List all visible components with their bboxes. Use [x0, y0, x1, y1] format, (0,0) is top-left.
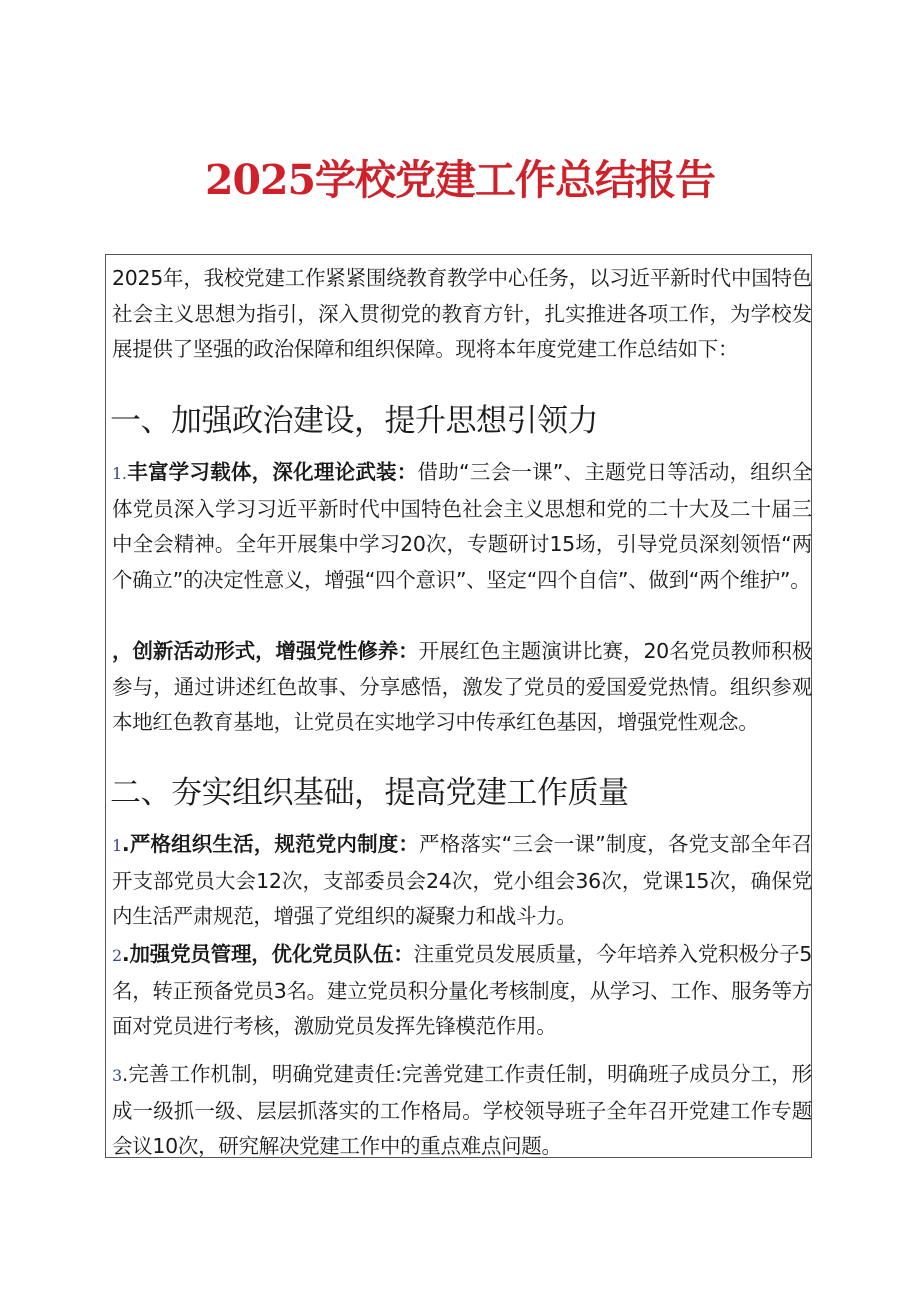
- item-lead: 创新活动形式，增强党性修养：: [132, 639, 419, 663]
- item-number: 1: [112, 836, 122, 855]
- item-lead: 丰富学习载体，深化理论武装：: [126, 460, 418, 484]
- item-body: 注重党员发展质量，今年培养入党积极分子5名，转正预备党员3名。建立党员积分量化考核制度，从学习、工作、服务等方面对党员进行考核，激励党员发挥先锋模范作用。: [112, 942, 812, 1038]
- content-box: [105, 254, 812, 1158]
- section-2-item-3: [112, 1057, 812, 1165]
- item-number: 2: [112, 946, 122, 965]
- section-2-item-2: [112, 937, 812, 1045]
- item-body: 借助“三会一课”、主题党日等活动，组织全体党员深入学习习近平新时代中国特色社会主义思想和党的二十大及二十届三中全会精神。全年开展集中学习20次，专题研讨15场，引导党员深刻领悟“两个确立”的决定性意义，增强“四个意识”、坚定“四个自信”、做到“两个维护”。: [112, 460, 812, 592]
- section-1-item-2: [112, 634, 812, 741]
- item-number: 3: [112, 1066, 122, 1085]
- item-number: ，: [112, 639, 133, 663]
- item-lead: .完善工作机制，明确党建责任:: [121, 1062, 402, 1086]
- section-heading-1: 一、加强政治建设，提升思想引领力: [110, 403, 598, 439]
- intro-paragraph: 2025年，我校党建工作紧紧围绕教育教学中心任务，以习近平新时代中国特色社会主义思想为指引，深入贯彻党的教育方针，扎实推进各项工作，为学校发展提供了坚强的政治保障和组织保障。现将本年度党建工作总结如下：: [112, 266, 812, 361]
- section-2-item-1: [112, 827, 812, 935]
- section-1-item-1: [112, 455, 812, 598]
- item-body: 完善党建工作责任制，明确班子成员分工，形成一级抓一级、层层抓落实的工作格局。学校领导班子全年召开党建工作专题会议10次，研究解决党建工作中的重点难点问题。: [112, 1062, 812, 1158]
- document-title: 2025学校党建工作总结报告: [204, 156, 716, 204]
- section-heading-2: 二、夯实组织基础，提高党建工作质量: [110, 775, 629, 811]
- item-number: 1.: [112, 464, 127, 483]
- item-body: 严格落实“三会一课”制度，各党支部全年召开支部党员大会12次，支部委员会24次，党小组会36次，党课15次，确保党内生活严肃规范，增强了党组织的凝聚力和战斗力。: [112, 832, 812, 928]
- item-body: 开展红色主题演讲比赛，20名党员教师积极参与，通过讲述红色故事、分享感悟，激发了党员的爱国爱党热情。组织参观本地红色教育基地，让党员在实地学习中传承红色基因，增强党性观念。: [112, 639, 812, 734]
- item-lead: .严格组织生活，规范党内制度：: [121, 832, 420, 856]
- item-lead: .加强党员管理，优化党员队伍：: [121, 942, 414, 966]
